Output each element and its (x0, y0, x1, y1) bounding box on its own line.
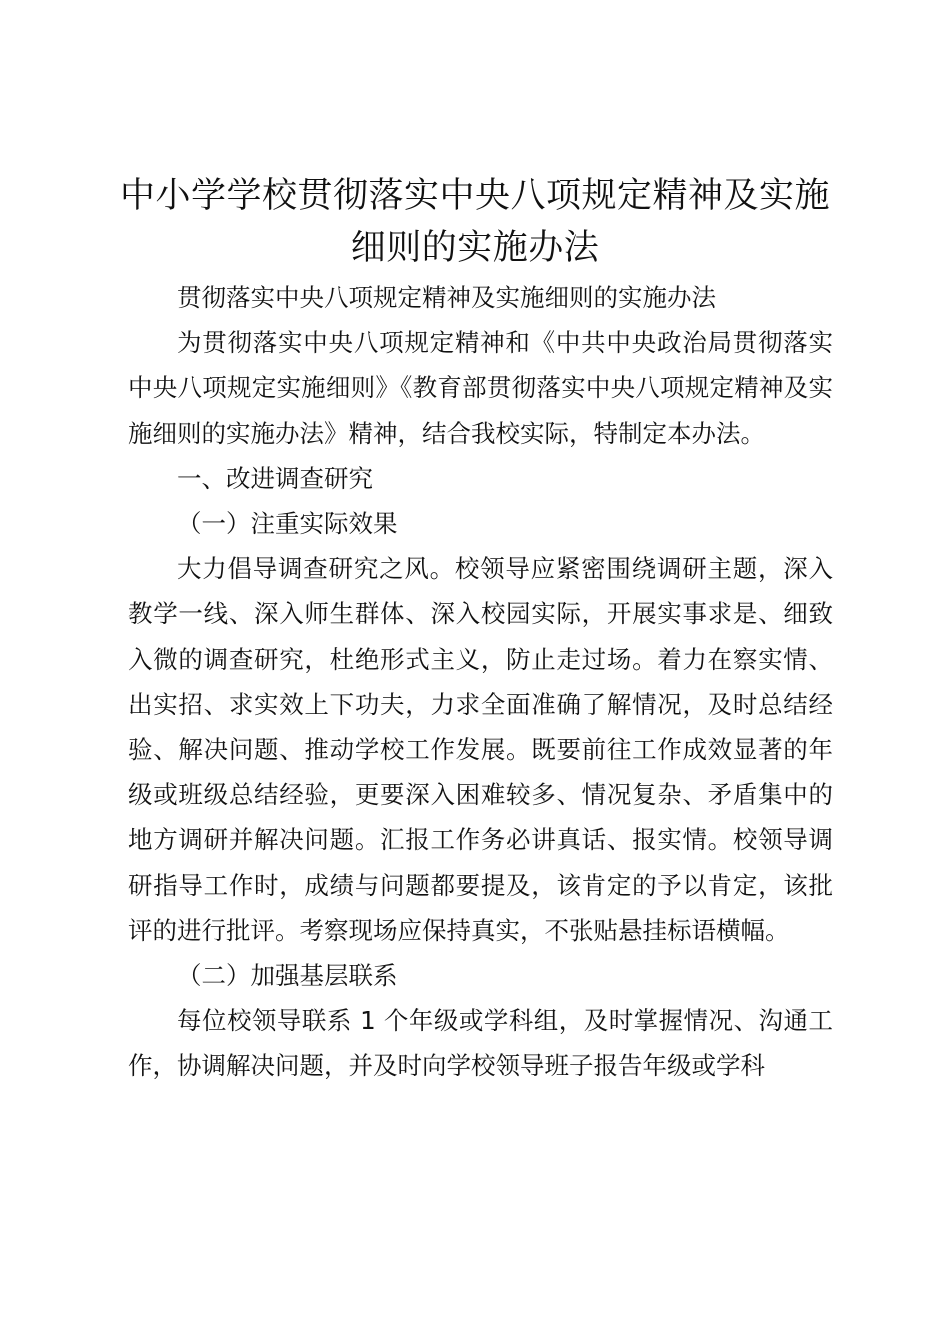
subsection-heading-2: （二）加强基层联系 (177, 961, 398, 991)
intro-paragraph: 为贯彻落实中央八项规定精神和《中共中央政治局贯彻落实中央八项规定实施细则》《教育部贯彻落实中央八项规定精神及实施细则的实施办法》精神，结合我校实际，特制定本办法。 (128, 328, 833, 448)
subsection-heading-1: （一）注重实际效果 (177, 509, 398, 539)
subtitle-paragraph: 贯彻落实中央八项规定精神及实施细则的实施办法 (177, 283, 716, 312)
document-body (128, 275, 833, 1089)
body-paragraph-1: 大力倡导调查研究之风。校领导应紧密围绕调研主题，深入教学一线、深入师生群体、深入校园实际，开展实事求是、细致入微的调查研究，杜绝形式主义，防止走过场。着力在察实情、出实招、求实效上下功夫，力求全面准确了解情况，及时总结经验、解决问题、推动学校工作发展。既要前往工作成效显著的年级或班级总结经验，更要深入困难较多、情况复杂、矛盾集中的地方调研并解决问题。汇报工作务必讲真话、报实情。校领导调研指导工作时，成绩与问题都要提及，该肯定的予以肯定，该批评的进行批评。考察现场应保持真实，不张贴悬挂标语横幅。 (128, 554, 833, 945)
section-heading-1: 一、改进调查研究 (177, 463, 373, 493)
body-paragraph-2: 每位校领导联系 1 个年级或学科组，及时掌握情况、沟通工作，协调解决问题，并及时向学校领导班子报告年级或学科 (128, 1006, 833, 1081)
document-title: 中小学学校贯彻落实中央八项规定精神及实施细则的实施办法 (119, 176, 830, 268)
